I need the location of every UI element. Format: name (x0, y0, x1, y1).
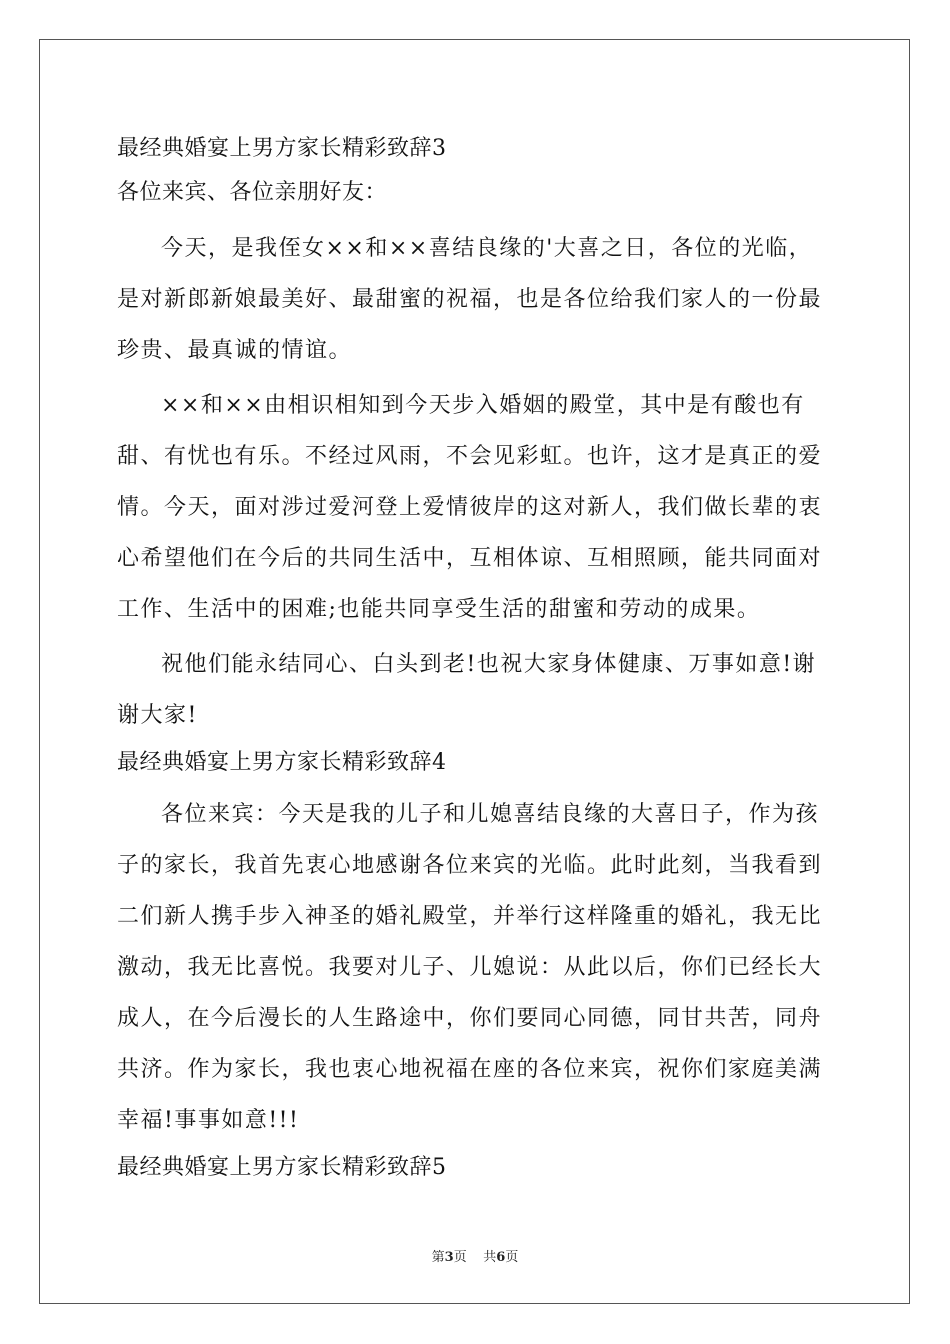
text-line: 甜、有忧也有乐。不经过风雨，不会见彩虹。也许，这才是真正的爱 (117, 444, 823, 469)
section-heading: 最经典婚宴上男方家长精彩致辞3 (117, 136, 447, 161)
section-heading: 最经典婚宴上男方家长精彩致辞4 (117, 750, 447, 775)
text-line: 谢大家! (117, 703, 198, 728)
paragraph (117, 639, 837, 741)
text-line: 幸福!事事如意!!! (117, 1108, 300, 1133)
text-line: ××和××由相识相知到今天步入婚姻的殿堂，其中是有酸也有 (161, 393, 805, 418)
section-heading: 最经典婚宴上男方家长精彩致辞5 (117, 1155, 447, 1180)
text-line: 工作、生活中的困难;也能共同享受生活的甜蜜和劳动的成果。 (117, 597, 761, 622)
text-line: 激动，我无比喜悦。我要对儿子、儿媳说：从此以后，你们已经长大 (117, 955, 823, 980)
paragraph (117, 380, 837, 635)
text-line: 情。今天，面对涉过爱河登上爱情彼岸的这对新人，我们做长辈的衷 (117, 495, 823, 520)
total-suffix: 页 (505, 1250, 519, 1265)
paragraph (117, 789, 837, 1146)
text-line: 今天，是我侄女××和××喜结良缘的'大喜之日，各位的光临， (161, 236, 813, 261)
text-line: 共济。作为家长，我也衷心地祝福在座的各位来宾，祝你们家庭美满 (117, 1057, 823, 1082)
text-line: 各位来宾：今天是我的儿子和儿媳喜结良缘的大喜日子，作为孩 (161, 802, 820, 827)
salutation: 各位来宾、各位亲朋好友： (117, 180, 388, 205)
page-current: 3 (444, 1250, 454, 1265)
text-line: 成人，在今后漫长的人生路途中，你们要同心同德，同甘共苦，同舟 (117, 1006, 823, 1031)
text-line: 心希望他们在今后的共同生活中，互相体谅、互相照顾，能共同面对 (117, 546, 823, 571)
page-total: 6 (496, 1250, 506, 1265)
paragraph (117, 223, 837, 376)
text-line: 子的家长，我首先衷心地感谢各位来宾的光临。此时此刻，当我看到 (117, 853, 823, 878)
text-line: 是对新郎新娘最美好、最甜蜜的祝福，也是各位给我们家人的一份最 (117, 287, 823, 312)
text-line: 珍贵、最真诚的情谊。 (117, 338, 353, 363)
document-body (117, 127, 837, 1190)
total-prefix: 共 (483, 1250, 497, 1265)
page-footer (0, 1246, 950, 1265)
text-line: 二们新人携手步入神圣的婚礼殿堂，并举行这样隆重的婚礼，我无比 (117, 904, 823, 929)
page-suffix: 页 (453, 1250, 467, 1265)
text-line: 祝他们能永结同心、白头到老!也祝大家身体健康、万事如意!谢 (161, 652, 817, 677)
page-prefix: 第 (431, 1250, 445, 1265)
